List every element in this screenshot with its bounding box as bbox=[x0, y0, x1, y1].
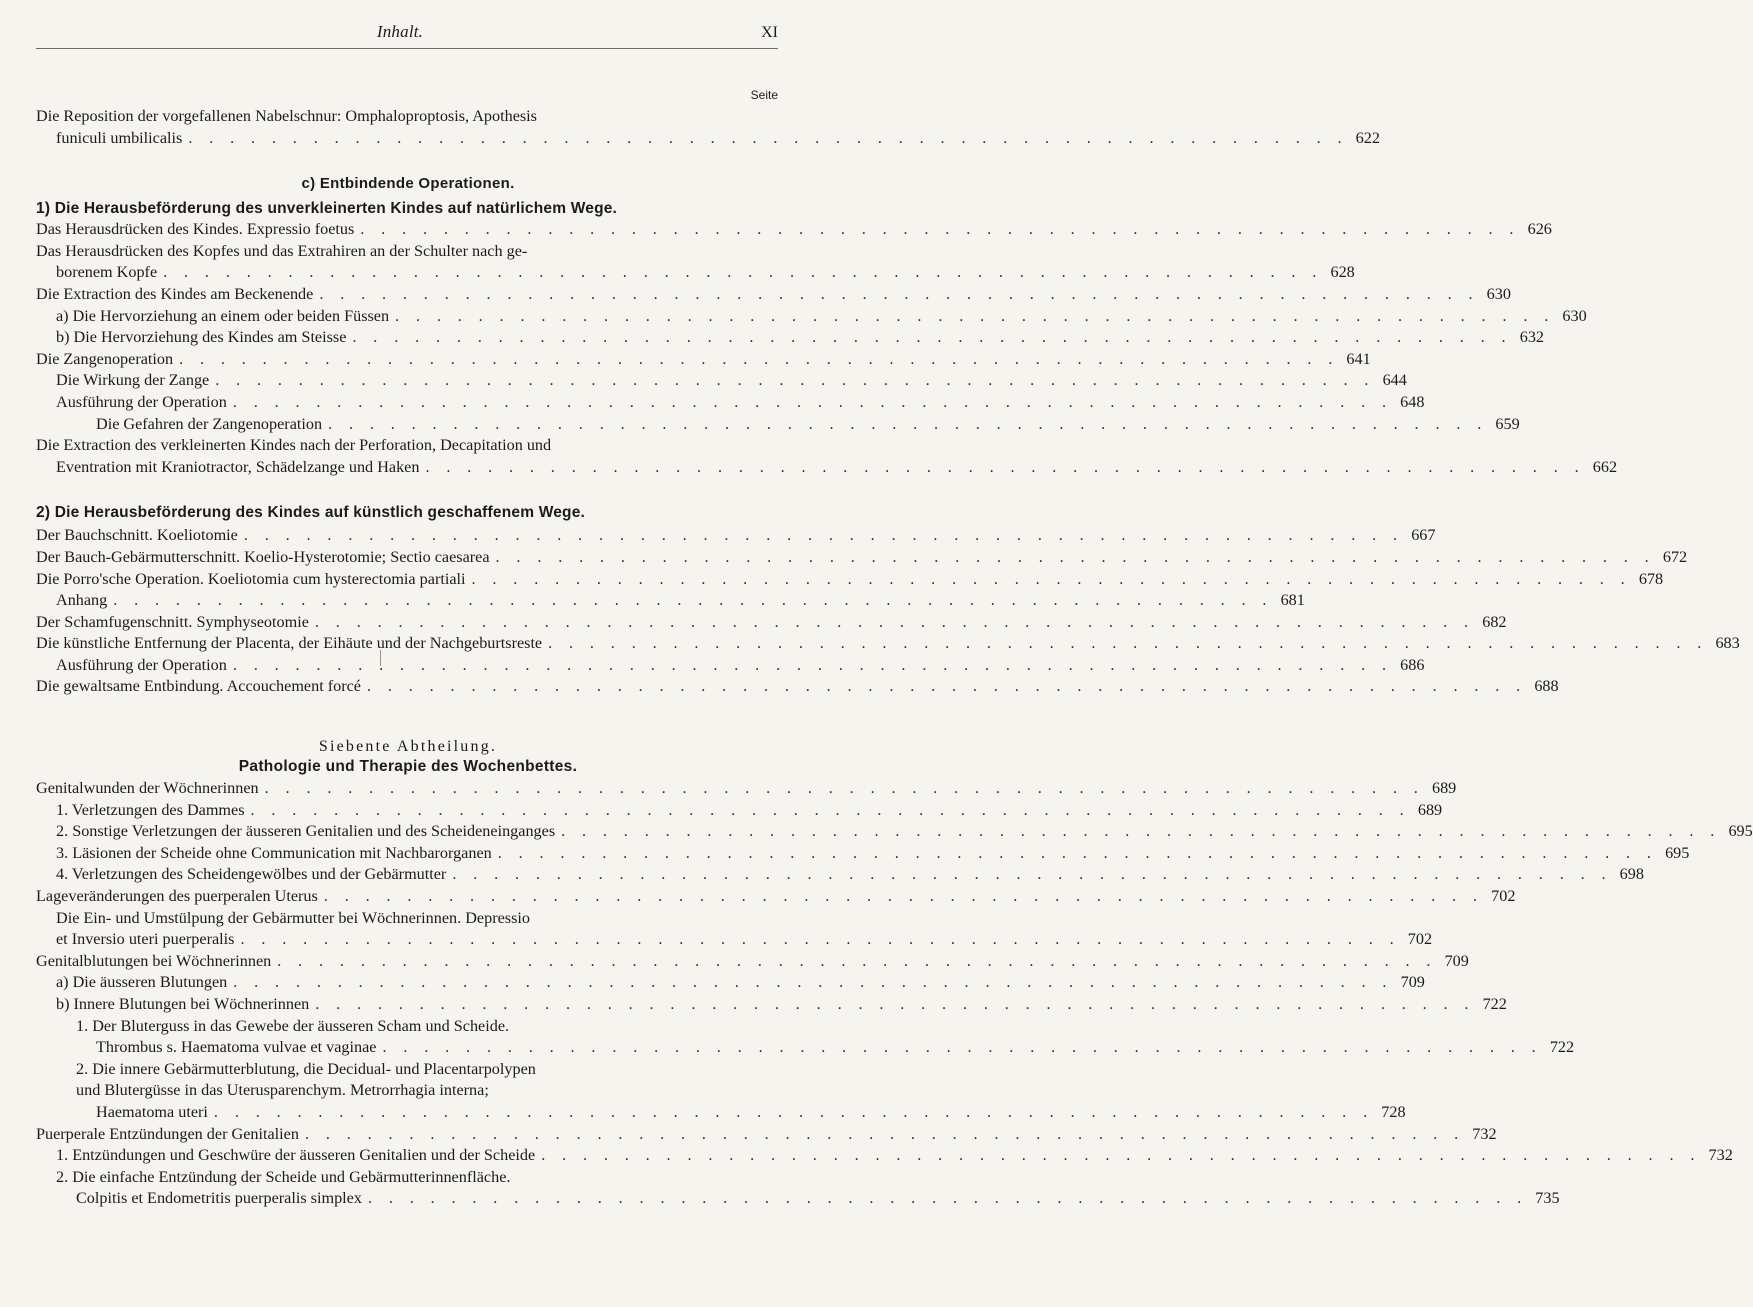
toc-entry bbox=[36, 843, 1690, 865]
toc-entry bbox=[36, 886, 1516, 908]
toc-entry-text: Puerperale Entzündungen der Genitalien bbox=[36, 1124, 299, 1143]
toc-entry-continued-line: 1. Der Bluterguss in das Gewebe der äusseren Scham und Scheide. bbox=[76, 1016, 510, 1035]
toc-entry-page: 695 bbox=[1728, 822, 1753, 841]
leader-dots: . . . . . . . . . . . . . . . . . . . . . . . . . . . . . . . . . . . . . . . . . . . . . . . . . . . . . . . . bbox=[232, 392, 1393, 411]
toc-entry-text: Die Extraction des Kindes am Beckenende bbox=[36, 284, 314, 303]
toc-entry-text: Anhang bbox=[56, 591, 108, 610]
toc-entry-page: 709 bbox=[1444, 951, 1469, 970]
toc-entry-text: Die gewaltsame Entbindung. Accouchement forcé bbox=[36, 677, 361, 696]
toc-entry-text: Die künstliche Entfernung der Placenta, der Eihäute und der Nachgeburtsreste bbox=[36, 634, 543, 653]
toc-entry-page: 732 bbox=[1472, 1124, 1497, 1143]
toc-entry bbox=[36, 1145, 1733, 1167]
toc-entry-text: Lageveränderungen des puerperalen Uterus bbox=[36, 887, 318, 906]
toc-entry-page: 630 bbox=[1486, 284, 1511, 303]
toc-entry-page: 702 bbox=[1407, 930, 1433, 949]
toc-entry-text: Genitalblutungen bei Wöchnerinnen bbox=[36, 951, 272, 970]
toc-entry bbox=[36, 994, 1507, 1016]
page-number: XI bbox=[761, 24, 778, 41]
toc-entry-text: Die Wirkung der Zange bbox=[56, 371, 210, 390]
leader-dots: . . . . . . . . . . . . . . . . . . . . . . . . . . . . . . . . . . . . . . . . . . . . . . . . . . . . . . . . bbox=[319, 284, 1479, 303]
toc-entry-page: 628 bbox=[1330, 263, 1355, 282]
toc-entry-page: 626 bbox=[1527, 220, 1552, 239]
leader-dots: . . . . . . . . . . . . . . . . . . . . . . . . . . . . . . . . . . . . . . . . . . . . . . . . . . . . . . . . bbox=[425, 457, 1586, 476]
toc-entry-page: 728 bbox=[1381, 1102, 1406, 1121]
toc-entry-continued-line: Das Herausdrücken des Kopfes und das Extrahiren an der Schulter nach ge- bbox=[36, 241, 528, 260]
toc-entry-page: 695 bbox=[1665, 843, 1690, 862]
toc-entry-text: Das Herausdrücken des Kindes. Expressio foetus bbox=[36, 220, 355, 239]
toc-entry-page: 689 bbox=[1417, 800, 1443, 819]
toc-entry bbox=[36, 1188, 1560, 1210]
toc-entry-text: Colpitis et Endometritis puerperalis simplex bbox=[76, 1189, 362, 1208]
seite-label: Seite bbox=[750, 88, 778, 102]
toc-entry bbox=[36, 590, 1305, 612]
leader-dots: . . . . . . . . . . . . . . . . . . . . . . . . . . . . . . . . . . . . . . . . . . . . . . . . . . . . . . . . bbox=[548, 634, 1708, 653]
toc-entry-text: Der Bauch-Gebärmutterschnitt. Koelio-Hysterotomie; Sectio caesarea bbox=[36, 547, 490, 566]
toc-entry-page: 662 bbox=[1592, 457, 1618, 476]
toc-entry bbox=[36, 327, 1545, 349]
toc-entry bbox=[36, 1102, 1406, 1124]
toc-entry-text: 3. Läsionen der Scheide ohne Communication mit Nachbarorganen bbox=[56, 843, 492, 862]
leader-dots: . . . . . . . . . . . . . . . . . . . . . . . . . . . . . . . . . . . . . . . . . . . . . . . . . . . . . . . . bbox=[541, 1146, 1701, 1165]
leader-dots: . . . . . . . . . . . . . . . . . . . . . . . . . . . . . . . . . . . . . . . . . . . . . . . . . . . . . . . . bbox=[314, 612, 1475, 631]
leader-dots: . . . . . . . . . . . . . . . . . . . . . . . . . . . . . . . . . . . . . . . . . . . . . . . . . . . . . . . . bbox=[367, 1189, 1528, 1208]
toc-entry-text: 1. Verletzungen des Dammes bbox=[56, 800, 245, 819]
toc-entry-page: 722 bbox=[1549, 1038, 1575, 1057]
subsection-heading-1: 1) Die Herausbeförderung des unverkleinerten Kindes auf natürlichem Wege. bbox=[36, 200, 618, 218]
toc-entry-page: 648 bbox=[1400, 392, 1425, 411]
leader-dots: . . . . . . . . . . . . . . . . . . . . . . . . . . . . . . . . . . . . . . . . . . . . . . . . . . . . . . . . bbox=[382, 1038, 1543, 1057]
toc-entry bbox=[36, 262, 1355, 284]
leader-dots: . . . . . . . . . . . . . . . . . . . . . . . . . . . . . . . . . . . . . . . . . . . . . . . . . . . . . . . . bbox=[240, 930, 1401, 949]
leader-dots: . . . . . . . . . . . . . . . . . . . . . . . . . . . . . . . . . . . . . . . . . . . . . . . . . . . . . . . . bbox=[232, 655, 1393, 674]
toc-entry-text: Der Bauchschnitt. Koeliotomie bbox=[36, 526, 238, 545]
toc-entry bbox=[36, 951, 1469, 973]
toc-entry bbox=[36, 800, 1443, 822]
toc-entry-page: 735 bbox=[1535, 1189, 1560, 1208]
leader-dots: . . . . . . . . . . . . . . . . . . . . . . . . . . . . . . . . . . . . . . . . . . . . . . . . . . . . . . . . bbox=[215, 371, 1375, 390]
toc-entry bbox=[36, 284, 1511, 306]
toc-entry bbox=[36, 219, 1552, 241]
leader-dots: . . . . . . . . . . . . . . . . . . . . . . . . . . . . . . . . . . . . . . . . . . . . . . . . . . . . . . . . bbox=[250, 800, 1411, 819]
leader-dots: . . . . . . . . . . . . . . . . . . . . . . . . . . . . . . . . . . . . . . . . . . . . . . . . . . . . . . . . bbox=[264, 779, 1425, 798]
toc-entry-page: 709 bbox=[1400, 973, 1425, 992]
leader-dots: . . . . . . . . . . . . . . . . . . . . . . . . . . . . . . . . . . . . . . . . . . . . . . . . . . . . . . . . bbox=[366, 677, 1527, 696]
toc-entry bbox=[36, 1124, 1497, 1146]
toc-entry-page: 681 bbox=[1280, 591, 1305, 610]
leader-dots: . . . . . . . . . . . . . . . . . . . . . . . . . . . . . . . . . . . . . . . . . . . . . . . . . . . . . . . . bbox=[452, 865, 1612, 884]
toc-entry-text: a) Die Hervorziehung an einem oder beiden Füssen bbox=[56, 306, 390, 325]
toc-entry bbox=[36, 370, 1407, 392]
toc-entry-continued-line: und Blutergüsse in das Uterusparenchym. Metrorrhagia interna; bbox=[76, 1081, 489, 1100]
subsection-heading-2: 2) Die Herausbeförderung des Kindes auf künstlich geschaffenem Wege. bbox=[36, 504, 586, 522]
leader-dots: . . . . . . . . . . . . . . . . . . . . . . . . . . . . . . . . . . . . . . . . . . . . . . . . . . . . . . . . bbox=[561, 822, 1721, 841]
leader-dots: . . . . . . . . . . . . . . . . . . . . . . . . . . . . . . . . . . . . . . . . . . . . . . . . . . . . . . . . bbox=[233, 973, 1393, 992]
leader-dots: . . . . . . . . . . . . . . . . . . . . . . . . . . . . . . . . . . . . . . . . . . . . . . . . . . . . . . . . bbox=[497, 843, 1658, 862]
toc-entry-text: Die Porro'sche Operation. Koeliotomia cum hysterectomia partiali bbox=[36, 569, 466, 588]
leader-dots: . . . . . . . . . . . . . . . . . . . . . . . . . . . . . . . . . . . . . . . . . . . . . . . . . . . . . . . . bbox=[471, 569, 1632, 588]
toc-entry-text: Der Schamfugenschnitt. Symphyseotomie bbox=[36, 612, 309, 631]
leader-dots: . . . . . . . . . . . . . . . . . . . . . . . . . . . . . . . . . . . . . . . . . . . . . . . . . . . . . . . . bbox=[179, 349, 1339, 368]
leader-dots: . . . . . . . . . . . . . . . . . . . . . . . . . . . . . . . . . . . . . . . . . . . . . . . . . . . . . . . . bbox=[213, 1102, 1374, 1121]
toc-entry bbox=[36, 1037, 1575, 1059]
toc-entry-text: Ausführung der Operation bbox=[56, 655, 227, 674]
toc-entry-page: 682 bbox=[1482, 612, 1507, 631]
leader-dots: . . . . . . . . . . . . . . . . . . . . . . . . . . . . . . . . . . . . . . . . . . . . . . . . . . . . . . . . bbox=[395, 306, 1555, 325]
toc-entry-text: Haematoma uteri bbox=[96, 1102, 208, 1121]
toc-entry-page: 630 bbox=[1562, 306, 1587, 325]
toc-entry-page: 632 bbox=[1519, 328, 1545, 347]
toc-entry bbox=[36, 929, 1433, 951]
toc-entry-text: Ausführung der Operation bbox=[56, 392, 227, 411]
toc-list-sub1 bbox=[36, 219, 1618, 478]
header-rule bbox=[36, 48, 778, 49]
toc-entry-page: 622 bbox=[1355, 128, 1380, 147]
toc-entry-page: 641 bbox=[1346, 349, 1371, 368]
toc-entry-text: Genitalwunden der Wöchnerinnen bbox=[36, 779, 259, 798]
toc-entry bbox=[36, 306, 1587, 328]
toc-list-sub2 bbox=[36, 525, 1740, 698]
toc-entry-text: a) Die äusseren Blutungen bbox=[56, 973, 228, 992]
toc-entry-page: 698 bbox=[1619, 865, 1644, 884]
leader-dots: . . . . . . . . . . . . . . . . . . . . . . . . . . . . . . . . . . . . . . . . . . . . . . . . . . . . . . . . bbox=[163, 263, 1323, 282]
toc-entry-text: et Inversio uteri puerperalis bbox=[56, 930, 235, 949]
toc-entry-text: borenem Kopfe bbox=[56, 263, 158, 282]
toc-entry-text: Die Gefahren der Zangenoperation bbox=[96, 414, 323, 433]
toc-entry-text: 2. Sonstige Verletzungen der äusseren Genitalien und des Scheideneinganges bbox=[56, 822, 556, 841]
toc-entry-continued-line: 2. Die einfache Entzündung der Scheide und Gebärmutterinnenfläche. bbox=[56, 1167, 511, 1186]
leader-dots: . . . . . . . . . . . . . . . . . . . . . . . . . . . . . . . . . . . . . . . . . . . . . . . . . . . . . . . . bbox=[352, 328, 1513, 347]
leader-dots: . . . . . . . . . . . . . . . . . . . . . . . . . . . . . . . . . . . . . . . . . . . . . . . . . . . . . . . . bbox=[277, 951, 1437, 970]
toc-entry-text: 1. Entzündungen und Geschwüre der äusseren Genitalien und der Scheide bbox=[56, 1146, 536, 1165]
toc-entry bbox=[36, 655, 1425, 677]
toc-entry bbox=[36, 778, 1457, 800]
toc-entry-text: funiculi umbilicalis bbox=[56, 128, 183, 147]
toc-entry-continued-line: Die Extraction des verkleinerten Kindes nach der Perforation, Decapitation und bbox=[36, 436, 552, 455]
leader-dots: . . . . . . . . . . . . . . . . . . . . . . . . . . . . . . . . . . . . . . . . . . . . . . . . . . . . . . . . bbox=[328, 414, 1488, 433]
part-label: Siebente Abtheilung. bbox=[318, 738, 498, 756]
toc-content bbox=[36, 106, 1753, 1210]
toc-entry bbox=[36, 676, 1559, 698]
toc-list-part bbox=[36, 778, 1753, 1210]
toc-entry-page: 722 bbox=[1482, 995, 1507, 1013]
leader-dots: . . . . . . . . . . . . . . . . . . . . . . . . . . . . . . . . . . . . . . . . . . . . . . . . . . . . . . . . bbox=[304, 1124, 1465, 1143]
toc-entry-text: b) Die Hervorziehung des Kindes am Steisse bbox=[56, 328, 347, 347]
toc-entry-page: 644 bbox=[1382, 371, 1407, 390]
toc-entry-continued-line: Die Ein- und Umstülpung der Gebärmutter bei Wöchnerinnen. Depressio bbox=[56, 908, 530, 927]
leader-dots: . . . . . . . . . . . . . . . . . . . . . . . . . . . . . . . . . . . . . . . . . . . . . . . . . . . . . . . . bbox=[188, 128, 1348, 147]
leader-dots: . . . . . . . . . . . . . . . . . . . . . . . . . . . . . . . . . . . . . . . . . . . . . . . . . . . . . . . . bbox=[360, 220, 1520, 239]
toc-entry bbox=[36, 821, 1753, 843]
toc-entry bbox=[36, 612, 1507, 634]
toc-entry-page: 688 bbox=[1534, 677, 1559, 696]
toc-entry-page: 672 bbox=[1662, 547, 1688, 566]
toc-entry bbox=[36, 392, 1425, 414]
toc-entry-page: 686 bbox=[1400, 655, 1425, 674]
toc-entry-text: b) Innere Blutungen bei Wöchnerinnen bbox=[56, 995, 310, 1013]
leader-dots: . . . . . . . . . . . . . . . . . . . . . . . . . . . . . . . . . . . . . . . . . . . . . . . . . . . . . . . . bbox=[495, 547, 1656, 566]
toc-entry-page: 659 bbox=[1495, 414, 1520, 433]
toc-entry-text: Thrombus s. Haematoma vulvae et vaginae bbox=[96, 1038, 377, 1057]
leader-dots: . . . . . . . . . . . . . . . . . . . . . . . . . . . . . . . . . . . . . . . . . . . . . . . . . . . . . . . . bbox=[315, 995, 1475, 1013]
toc-entry bbox=[36, 349, 1371, 371]
toc-entry bbox=[36, 569, 1664, 591]
toc-entry-page: 667 bbox=[1411, 526, 1436, 545]
toc-entry bbox=[36, 414, 1520, 436]
toc-entry-page: 678 bbox=[1638, 569, 1664, 588]
running-title: Inhalt. bbox=[376, 22, 424, 41]
leader-dots: . . . . . . . . . . . . . . . . . . . . . . . . . . . . . . . . . . . . . . . . . . . . . . . . . . . . . . . . bbox=[323, 887, 1484, 906]
toc-entry bbox=[36, 457, 1618, 479]
part-title: Pathologie und Therapie des Wochenbettes. bbox=[238, 758, 578, 776]
toc-entry bbox=[36, 633, 1740, 655]
toc-entry-continued-line: Die Reposition der vorgefallenen Nabelschnur: Omphaloproptosis, Apothesis bbox=[36, 107, 537, 125]
toc-entry bbox=[36, 547, 1688, 569]
toc-entry bbox=[36, 525, 1436, 547]
toc-entry-text: Eventration mit Kraniotractor, Schädelzange und Haken bbox=[56, 457, 420, 476]
toc-entry-page: 683 bbox=[1715, 634, 1740, 653]
toc-entry-page: 732 bbox=[1708, 1146, 1733, 1165]
toc-entry-page: 702 bbox=[1491, 887, 1516, 906]
toc-entry bbox=[36, 972, 1425, 994]
toc-entry-text: 4. Verletzungen des Scheidengewölbes und der Gebärmutter bbox=[56, 865, 447, 884]
section-heading-c: c) Entbindende Operationen. bbox=[301, 175, 515, 193]
leader-dots: . . . . . . . . . . . . . . . . . . . . . . . . . . . . . . . . . . . . . . . . . . . . . . . . . . . . . . . . bbox=[243, 526, 1404, 545]
toc-entry-continued-line: 2. Die innere Gebärmutterblutung, die Decidual- und Placentarpolypen bbox=[76, 1059, 536, 1078]
toc-entry-text: Die Zangenoperation bbox=[36, 349, 174, 368]
leader-dots: . . . . . . . . . . . . . . . . . . . . . . . . . . . . . . . . . . . . . . . . . . . . . . . . . . . . . . . . bbox=[113, 591, 1273, 610]
toc-entry-page: 689 bbox=[1431, 779, 1457, 798]
toc-entry bbox=[36, 864, 1644, 886]
toc-entry bbox=[36, 128, 1380, 150]
